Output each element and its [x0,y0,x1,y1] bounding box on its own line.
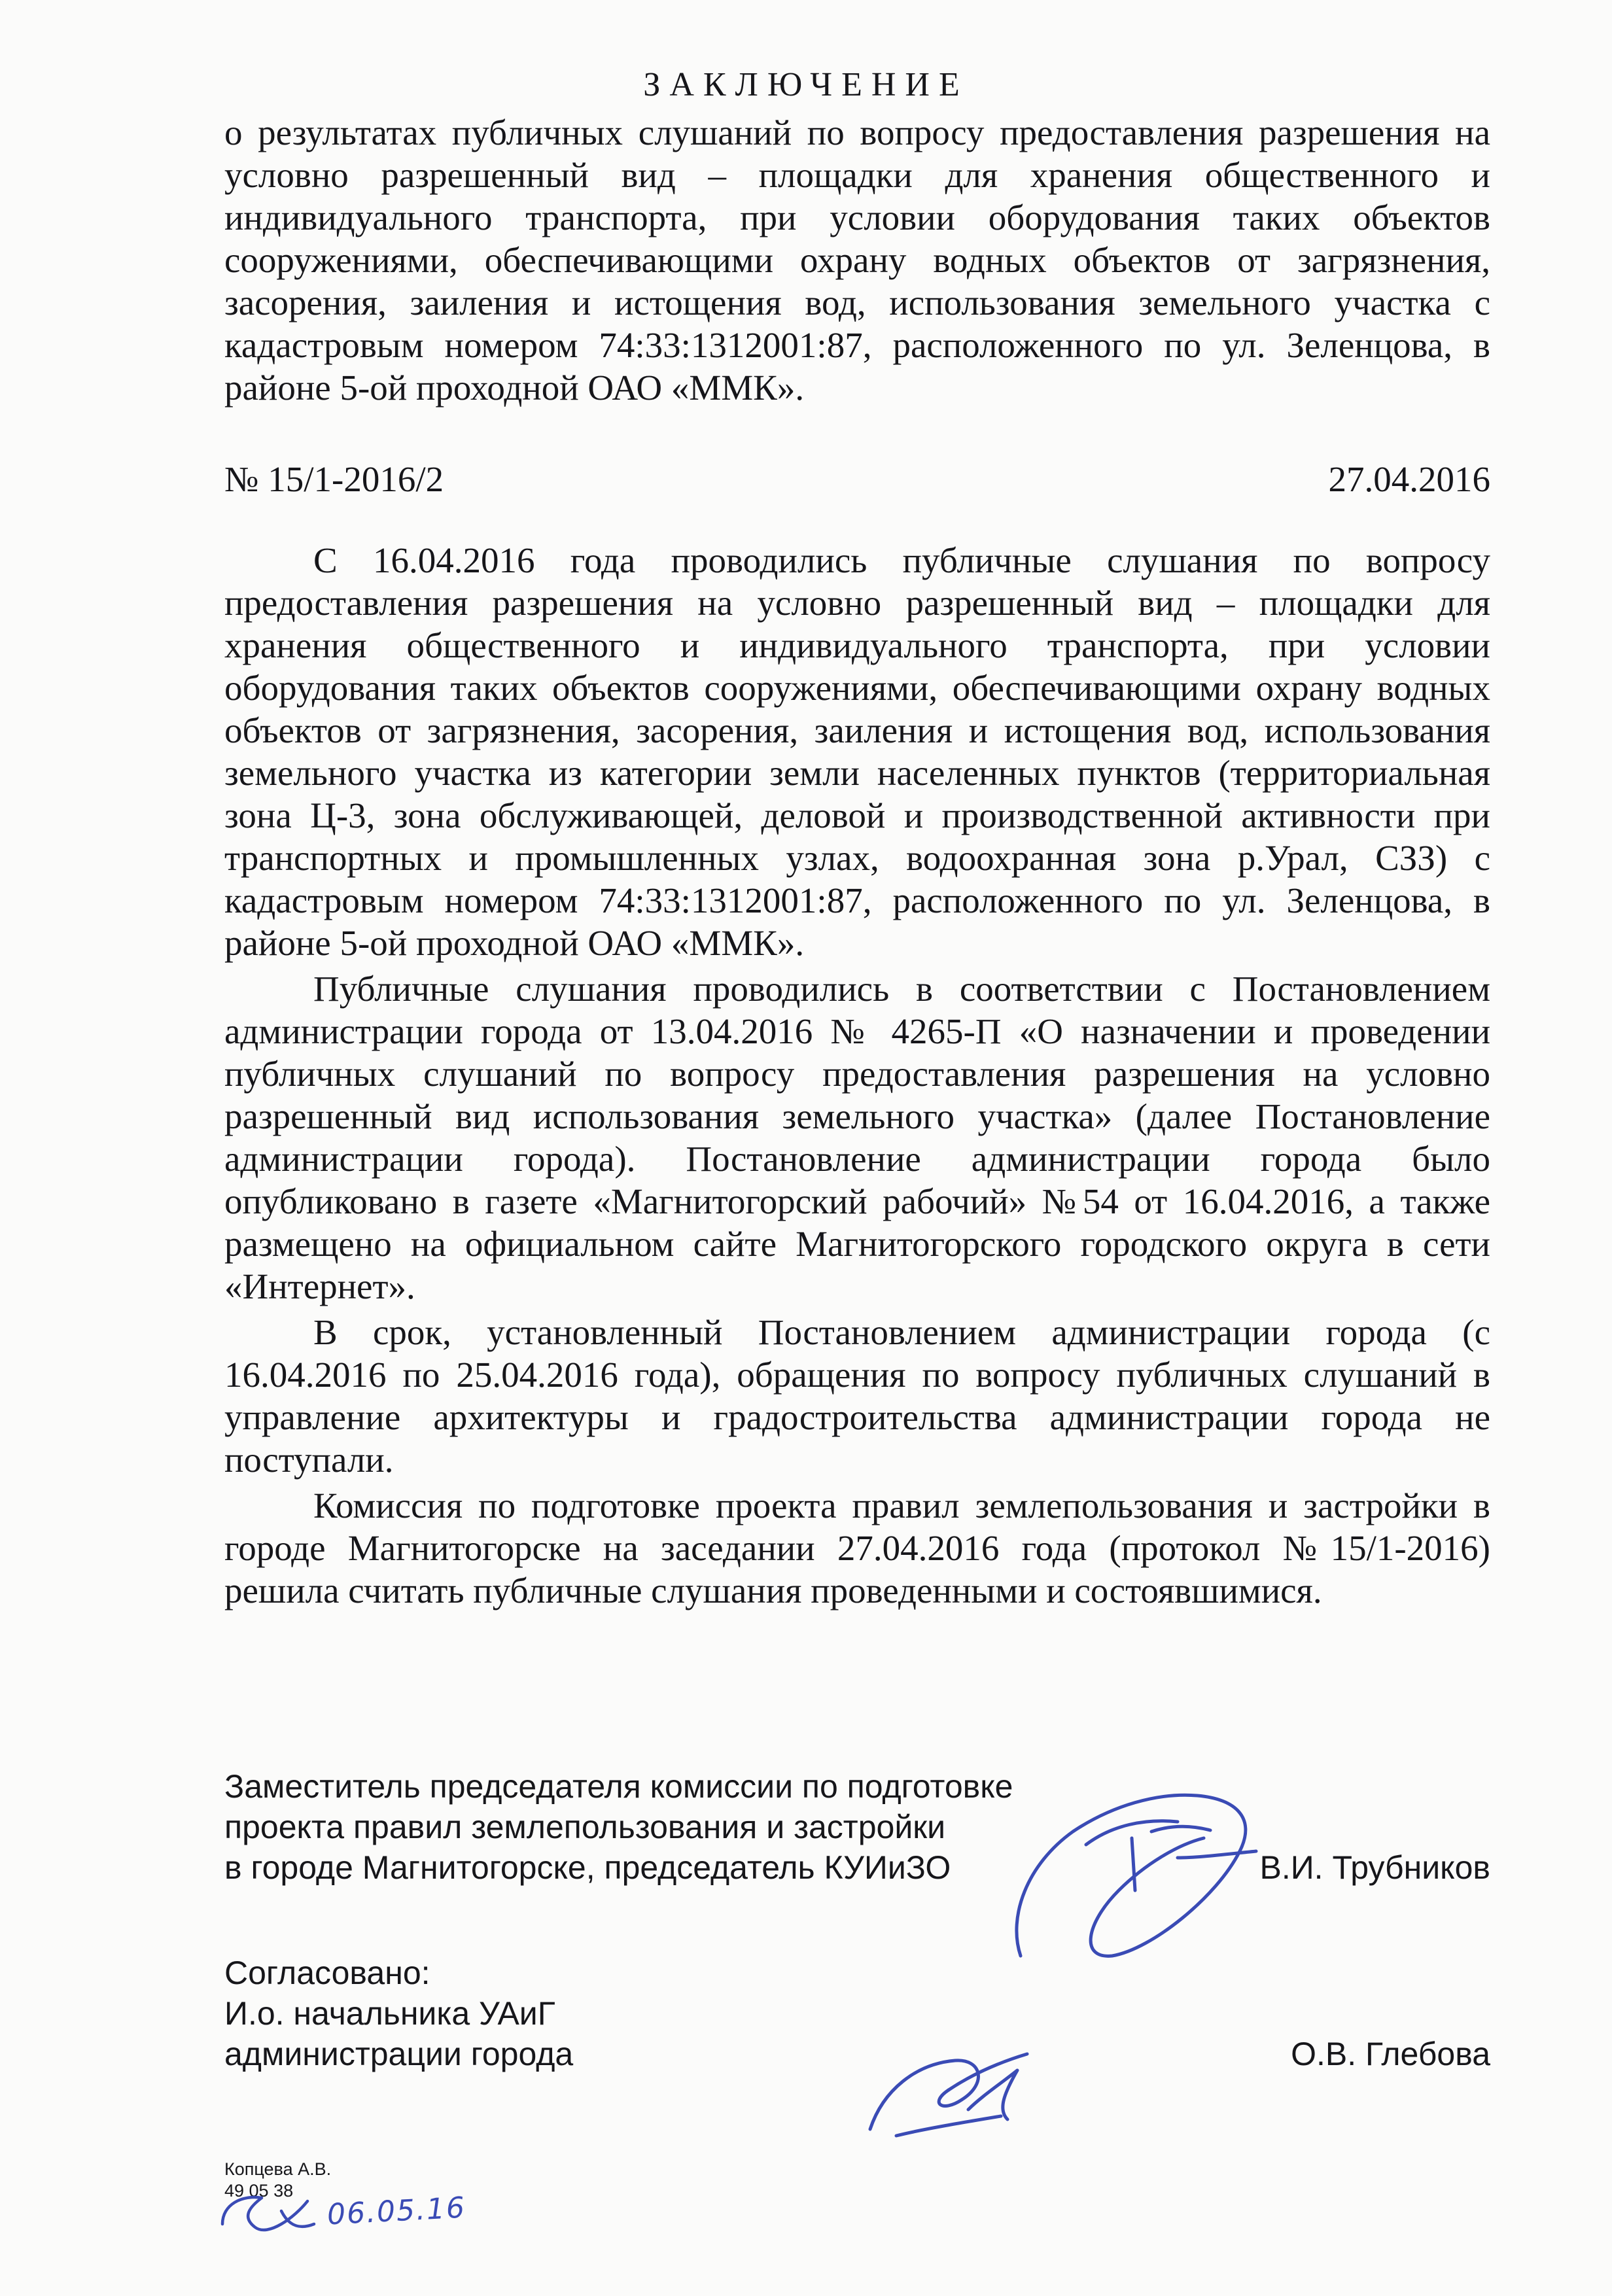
signatory-block [224,1766,1490,1888]
body-paragraph: Публичные слушания проводились в соответствии с Постановлением администрации города от 13.04.2016 № 4265-П «О назначении и проведении публичных слушаний по вопросу предоставления разрешения на условно разрешенный вид использования земельного участка» (далее Постановление администрации города). Постановление администрации города было опубликовано в газете «Магнитогорский рабочий» №54 от 16.04.2016, а также размещено на официальном сайте Магнитогорского городского округа в сети «Интернет». [224,969,1490,1306]
body-paragraph: С 16.04.2016 года проводились публичные слушания по вопросу предоставления разрешения на условно разрешенный вид – площадки для хранения общественного и индивидуального транспорта, при условии оборудования таких объектов сооружениями, обеспечивающими охрану водных объектов от загрязнения, засорения, заиления и истощения вод, использования земельного участка из категории земли населенных пунктов (территориальная зона Ц-3, зона обслуживающей, деловой и производственной активности при транспортных и промышленных узлах, водоохранная зона р.Урал, СЗЗ) с кадастровым номером 74:33:1312001:87, расположенного по ул. Зеленцова, в районе 5-ой проходной ОАО «ММК». [224,540,1490,963]
handwritten-date: 06.05.16 [326,2191,467,2232]
approval-line: Согласовано: [224,1955,430,1991]
signatory-position-line: Заместитель председателя комиссии по подготовке [224,1768,1013,1805]
approval-block [224,1953,1490,2074]
document-title: ЗАКЛЮЧЕНИЕ [643,66,969,103]
approver-name: О.В. Глебова [1291,2036,1490,2072]
approval-line: И.о. начальника УАиГ [224,1995,555,2032]
executor-info [224,2159,331,2202]
body-paragraph: В срок, установленный Постановлением администрации города (с 16.04.2016 по 25.04.2016 года), обращения по вопросу публичных слушаний в управление архитектуры и градостроительства администрации города не поступали. [224,1312,1490,1480]
body-paragraph: Комиссия по подготовке проекта правил землепользования и застройки в городе Магнитогорске на заседании 27.04.2016 года (протокол №15/1-2016) решила считать публичные слушания проведенными и состоявшимися. [224,1486,1490,1610]
executor-phone: 49 05 38 [224,2181,294,2200]
executor-name: Копцева А.В. [224,2159,332,2179]
approval-line: администрации города [224,2036,574,2072]
document-number-line [224,458,1490,500]
document-date: 27.04.2016 [1328,459,1490,499]
signatory-position-line: проекта правил землепользования и застройки [224,1809,946,1845]
document-number: № 15/1-2016/2 [224,459,444,499]
signatory-position-line: в городе Магнитогорске, председатель КУИиЗО [224,1849,951,1886]
document-subject: о результатах публичных слушаний по вопросу предоставления разрешения на условно разрешенный вид – площадки для хранения общественного и индивидуального транспорта, при условии оборудования таких объектов сооружениями, обеспечивающими охрану водных объектов от загрязнения, засорения, заиления и истощения вод, использования земельного участка с кадастровым номером 74:33:1312001:87, расположенного по ул. Зеленцова, в районе 5-ой проходной ОАО «ММК». [224,113,1490,408]
signatory-name: В.И. Трубников [1259,1849,1490,1886]
document-body [224,539,1490,1612]
